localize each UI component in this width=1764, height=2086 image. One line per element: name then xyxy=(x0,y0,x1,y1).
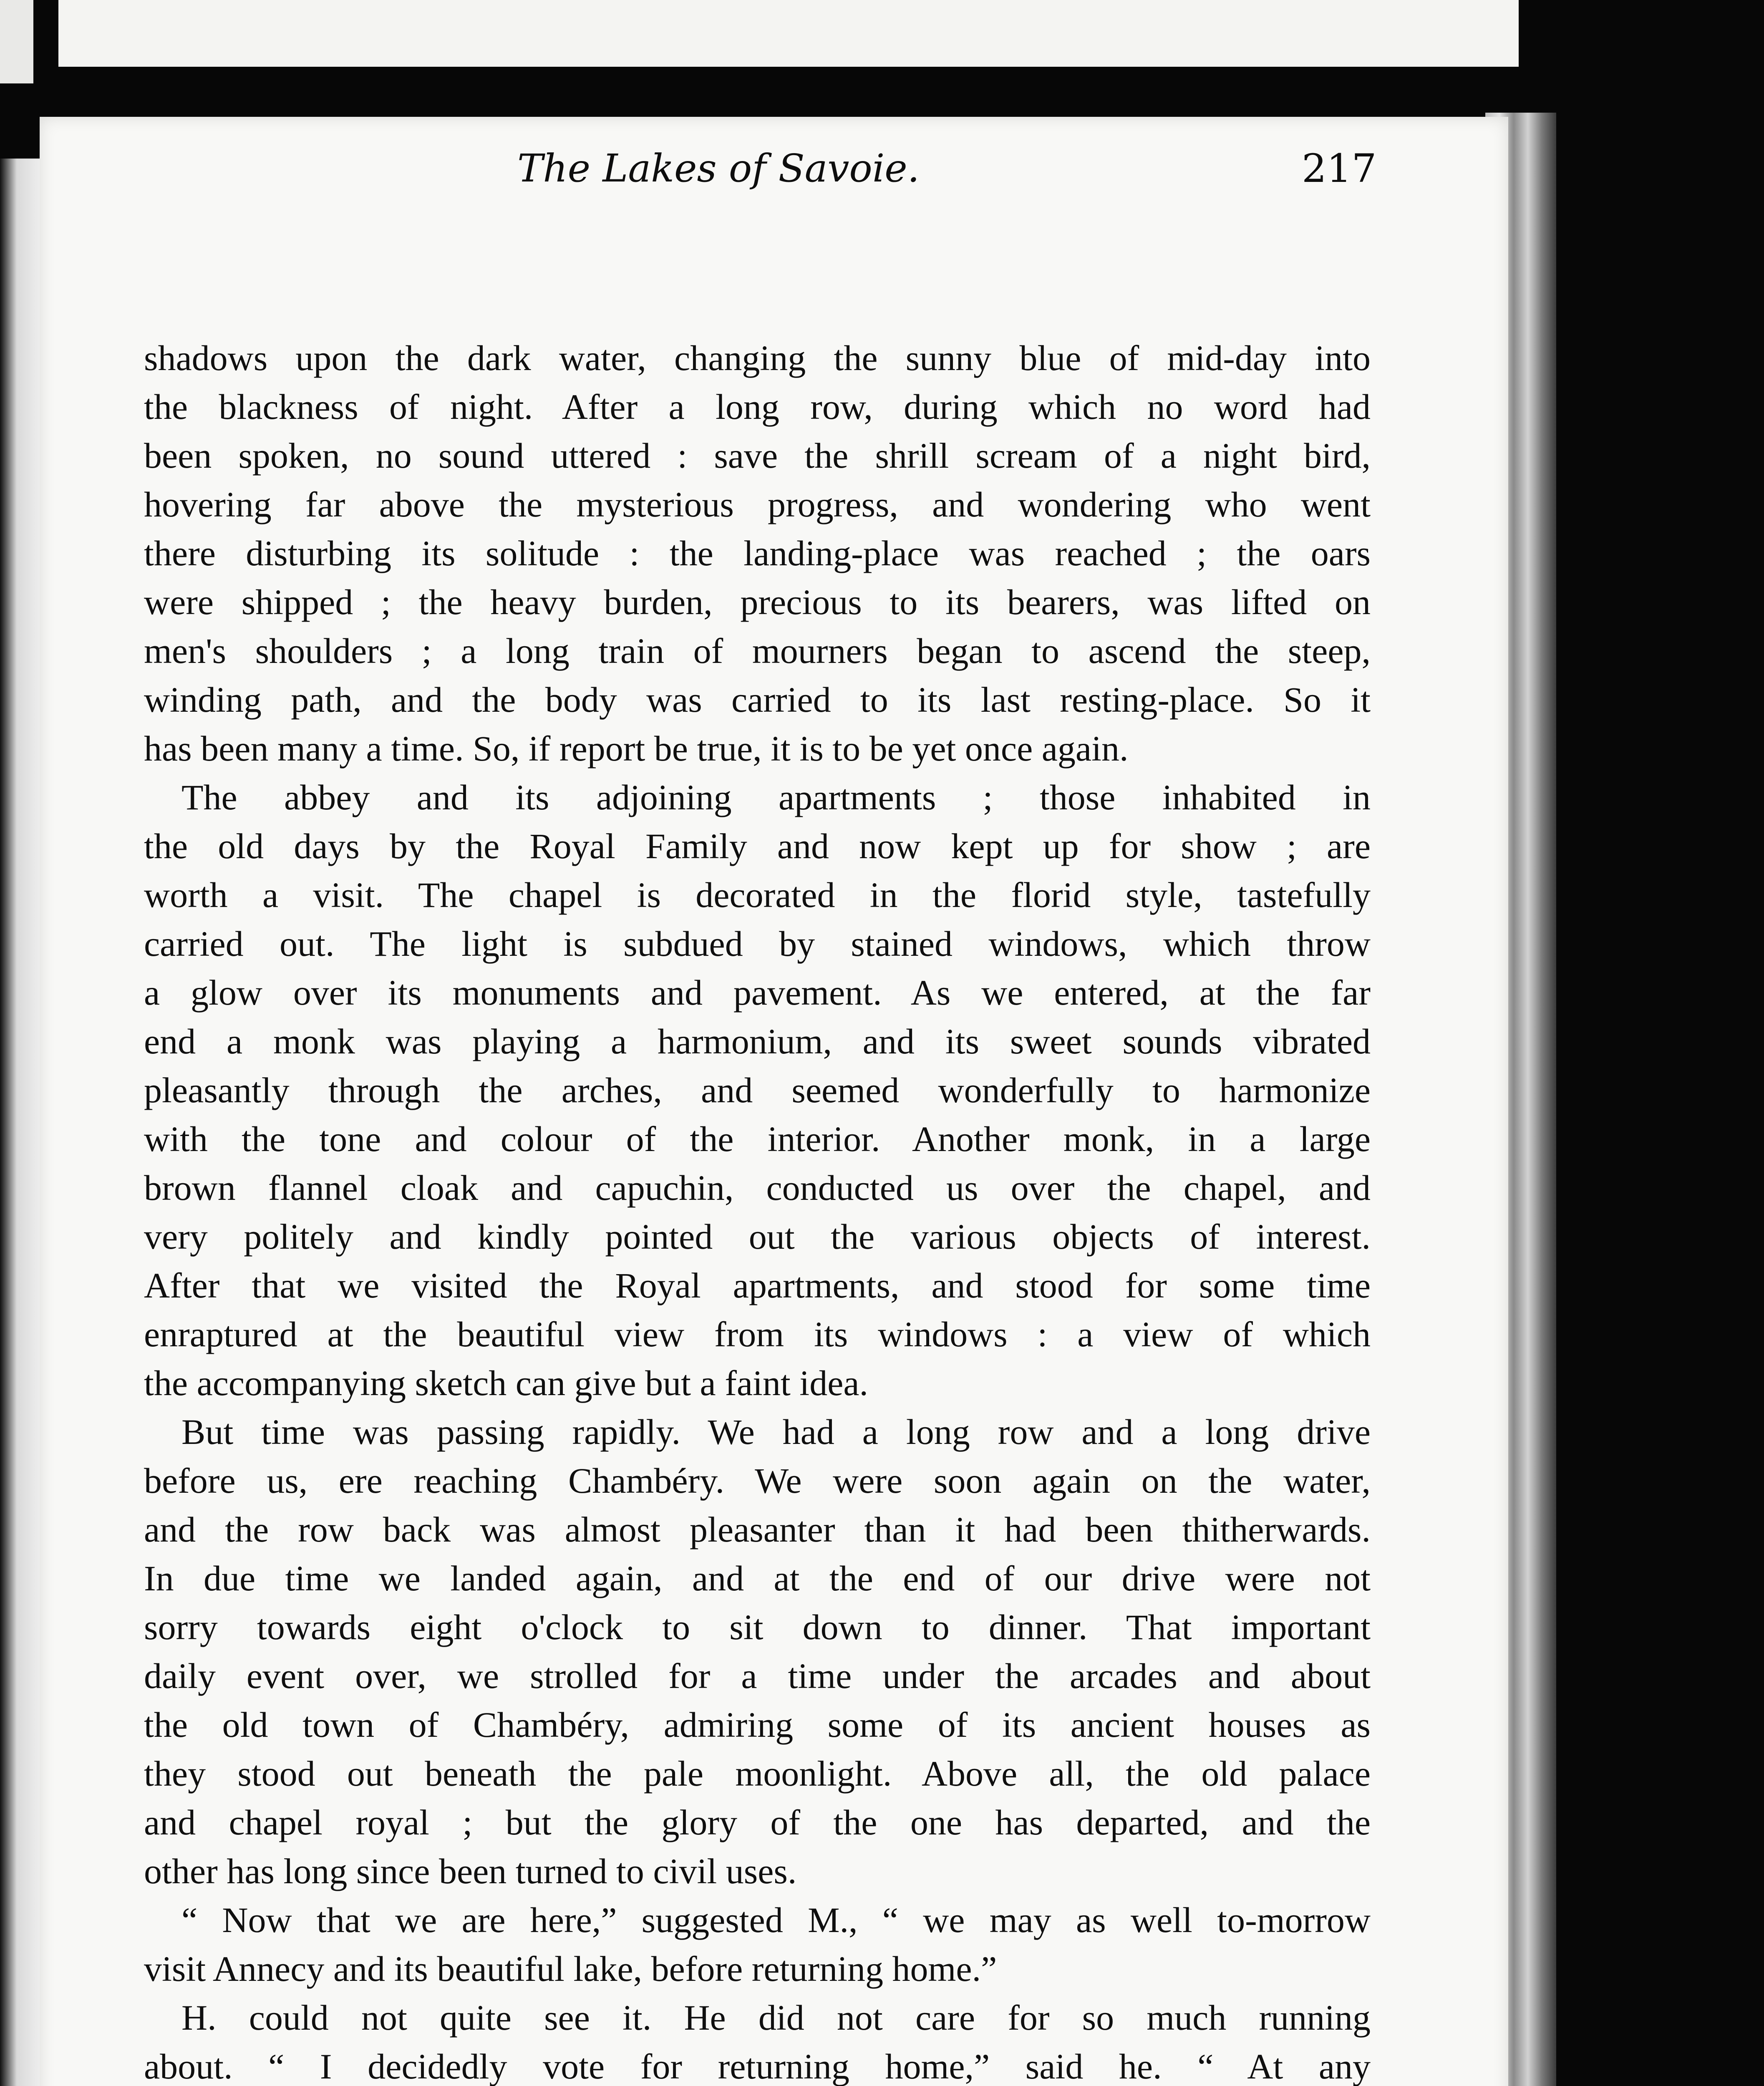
text-line: the old town of Chambéry, admiring some of its ancient houses as xyxy=(144,1705,1371,1745)
text-line: sorry towards eight o'clock to sit down to dinner. That important xyxy=(144,1607,1371,1647)
text-line: with the tone and colour of the interior. Another monk, in a large xyxy=(144,1119,1371,1159)
text-line: men's shoulders ; a long train of mourners began to ascend the steep, xyxy=(144,631,1371,671)
text-line: shadows upon the dark water, changing the sunny blue of mid-day into xyxy=(144,338,1371,378)
text-line: the blackness of night. After a long row, during which no word had xyxy=(144,387,1371,427)
text-line: a glow over its monuments and pavement. As we entered, at the far xyxy=(144,972,1371,1013)
text-line: brown flannel cloak and capuchin, conducted us over the chapel, and xyxy=(144,1168,1371,1208)
text-line: other has long since been turned to civil uses. xyxy=(144,1851,797,1891)
previous-page-sliver xyxy=(58,0,1519,67)
page-number: 217 xyxy=(1302,146,1377,191)
text-line: and the row back was almost pleasanter than it had been thitherwards. xyxy=(144,1509,1371,1549)
text-line: very politely and kindly pointed out the various objects of interest. xyxy=(144,1217,1371,1257)
text-line: After that we visited the Royal apartments, and stood for some time xyxy=(144,1265,1371,1305)
text-line: winding path, and the body was carried to its last resting-place. So it xyxy=(144,680,1371,720)
book-binding xyxy=(0,159,42,2086)
body-text xyxy=(144,334,1371,2086)
text-line: were shipped ; the heavy burden, precious to its bearers, was lifted on xyxy=(144,582,1371,622)
text-line: enraptured at the beautiful view from its windows : a view of which xyxy=(144,1314,1371,1354)
text-line: before us, ere reaching Chambéry. We were soon again on the water, xyxy=(144,1461,1371,1501)
text-line: the accompanying sketch can give but a faint idea. xyxy=(144,1363,869,1403)
previous-page-edge xyxy=(0,0,33,83)
text-line: pleasantly through the arches, and seemed wonderfully to harmonize xyxy=(144,1070,1371,1110)
text-line: carried out. The light is subdued by stained windows, which throw xyxy=(144,924,1371,964)
text-line: has been many a time. So, if report be true, it is to be yet once again. xyxy=(144,728,1129,768)
text-line: visit Annecy and its beautiful lake, before returning home.” xyxy=(144,1949,997,1989)
text-line: about. “ I decidedly vote for returning home,” said he. “ At any xyxy=(144,2046,1371,2086)
text-line: there disturbing its solitude : the landing-place was reached ; the oars xyxy=(144,533,1371,573)
text-line: the old days by the Royal Family and now kept up for show ; are xyxy=(144,826,1371,866)
text-line: end a monk was playing a harmonium, and its sweet sounds vibrated xyxy=(144,1021,1371,1061)
text-line: daily event over, we strolled for a time under the arcades and about xyxy=(144,1656,1371,1696)
text-line: hovering far above the mysterious progress, and wondering who went xyxy=(144,484,1371,524)
text-line: and chapel royal ; but the glory of the one has departed, and the xyxy=(144,1802,1371,1842)
text-line: worth a visit. The chapel is decorated in the florid style, tastefully xyxy=(144,875,1371,915)
text-line: been spoken, no sound uttered : save the shrill scream of a night bird, xyxy=(144,436,1371,476)
text-line: In due time we landed again, and at the end of our drive were not xyxy=(144,1558,1371,1598)
running-head xyxy=(517,146,1519,200)
running-title: The Lakes of Savoie. xyxy=(517,146,920,191)
text-line: H. could not quite see it. He did not care for so much running xyxy=(181,1998,1371,2038)
text-line: The abbey and its adjoining apartments ; those inhabited in xyxy=(181,777,1371,817)
text-line: “ Now that we are here,” suggested M., “ we may as well to-morrow xyxy=(181,1900,1371,1940)
text-line: they stood out beneath the pale moonlight. Above all, the old palace xyxy=(144,1753,1371,1794)
text-line: But time was passing rapidly. We had a long row and a long drive xyxy=(181,1412,1371,1452)
